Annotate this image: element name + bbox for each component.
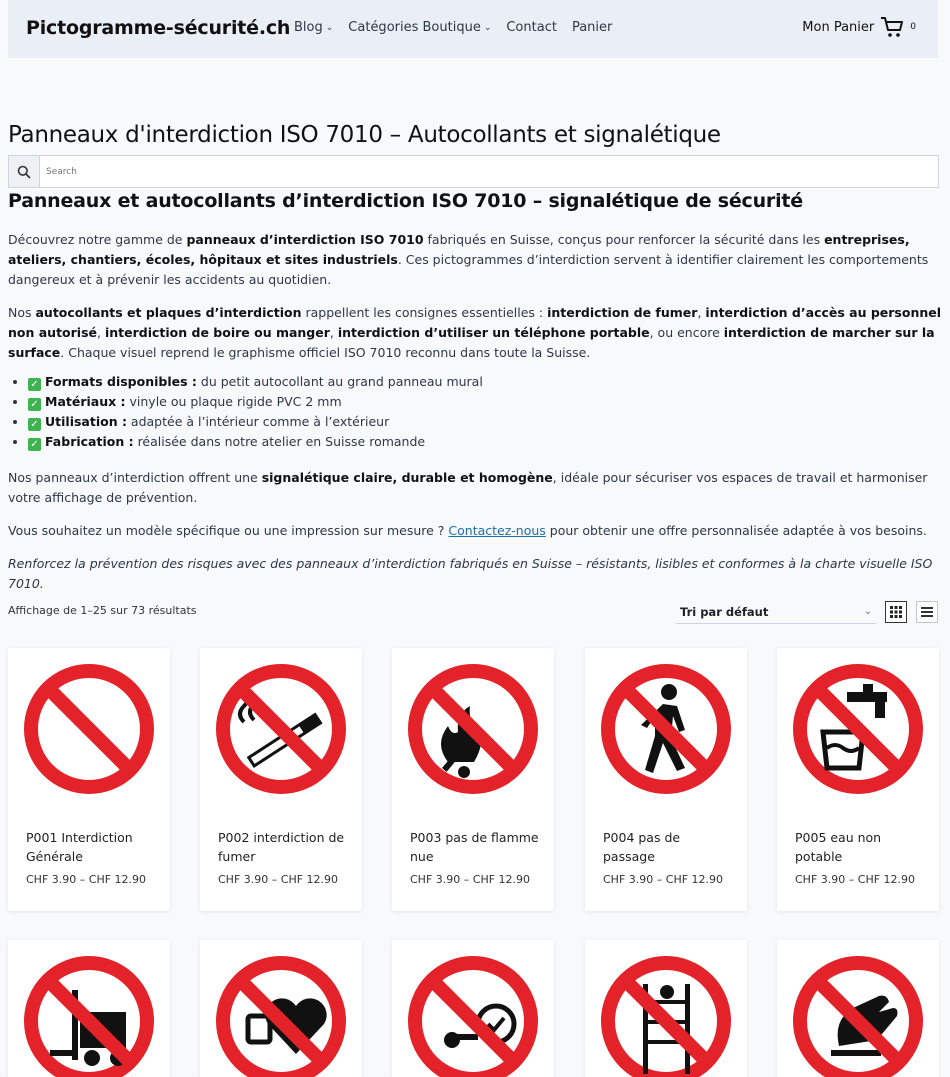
search-button[interactable]: [9, 156, 40, 187]
search-input[interactable]: [40, 156, 938, 187]
bullet-text: adaptée à l’intérieur comme à l’extérieur: [126, 414, 390, 429]
bullet-label: Utilisation :: [45, 414, 127, 429]
check-icon: ✓: [28, 378, 41, 391]
product-price: CHF 3.90 – CHF 12.90: [26, 873, 147, 886]
chevron-down-icon: ⌄: [325, 22, 334, 33]
general-prohibition-icon[interactable]: [22, 662, 156, 796]
product-card[interactable]: [777, 940, 939, 1077]
bold-text: interdiction d’utiliser un téléphone portable: [337, 325, 650, 340]
product-name[interactable]: P004 pas de passage: [603, 830, 681, 864]
section-title: Panneaux et autocollants d’interdiction ISO 7010 – signalétique de sécurité: [8, 190, 803, 212]
product-price: CHF 3.90 – CHF 12.90: [410, 873, 531, 886]
bold-text: interdiction de marcher sur la surface: [8, 325, 935, 360]
product-price: CHF 3.90 – CHF 12.90: [603, 873, 724, 886]
text: , idéale pour sécuriser vos espaces de travail et harmoniser votre affichage de prévention.: [8, 470, 928, 505]
no-metal-watches-icon[interactable]: [406, 954, 540, 1077]
product-card[interactable]: [200, 940, 362, 1077]
bold-text: interdiction de boire ou manger: [104, 325, 330, 340]
product-name[interactable]: P005 eau non potable: [795, 830, 882, 864]
product-card[interactable]: [8, 648, 170, 911]
main-nav: [294, 20, 612, 35]
bold-text: autocollants et plaques d’interdiction: [35, 305, 302, 320]
chevron-down-icon: ⌄: [483, 22, 492, 33]
list-view-button[interactable]: [916, 601, 938, 623]
nav-item-blog[interactable]: [294, 20, 333, 35]
search-bar: [8, 155, 939, 188]
not-drinking-water-icon[interactable]: [791, 662, 925, 796]
features-list: [28, 372, 943, 452]
product-price: CHF 3.90 – CHF 12.90: [218, 873, 339, 886]
text: , ou encore: [649, 325, 724, 340]
text: pour obtenir une offre personnalisée adaptée à vos besoins.: [545, 523, 927, 538]
text: ,: [97, 325, 105, 340]
product-card[interactable]: [8, 940, 170, 1077]
product-card[interactable]: [200, 648, 362, 911]
text: ,: [329, 325, 338, 340]
bold-text: panneaux d’interdiction ISO 7010: [186, 232, 424, 247]
text: Nos panneaux d’interdiction offrent une: [8, 470, 262, 485]
page-title: Panneaux d'interdiction ISO 7010 – Autocollants et signalétique: [8, 122, 721, 148]
site-header: [8, 0, 938, 58]
chevron-down-icon: ⌄: [863, 606, 872, 617]
text: . Ces pictogrammes d’interdiction servent à identifier clairement les comportements dangereux et à prévenir les accidents au quotidien.: [8, 252, 929, 287]
nav-item-categories[interactable]: [348, 20, 491, 35]
intro-paragraph-5: Renforcez la prévention des risques avec des panneaux d’interdiction fabriqués en Suisse – résistants, lisibles et conformes à la charte visuelle ISO 7010.: [8, 556, 933, 591]
cart-label: Mon Panier: [802, 19, 875, 35]
bullet-label: Formats disponibles :: [45, 374, 197, 389]
bold-text: signalétique claire, durable et homogène: [261, 470, 553, 485]
sort-select[interactable]: [676, 600, 876, 624]
product-name[interactable]: P003 pas de flamme nue: [410, 830, 539, 864]
text: fabriqués en Suisse, conçus pour renforcer la sécurité dans les: [423, 232, 825, 247]
text: ,: [697, 305, 706, 320]
product-card[interactable]: [585, 648, 747, 911]
text: rappellent les consignes essentielles :: [301, 305, 548, 320]
no-pedestrians-icon[interactable]: [599, 662, 733, 796]
product-card[interactable]: [392, 648, 554, 911]
bullet-label: Matériaux :: [45, 394, 126, 409]
nav-label: Catégories Boutique: [348, 20, 481, 35]
header-cart[interactable]: [802, 16, 916, 38]
grid-view-button[interactable]: [885, 601, 907, 623]
bold-text: interdiction de fumer: [547, 305, 698, 320]
category-description: [8, 230, 943, 607]
contact-link[interactable]: Contactez-nous: [448, 523, 546, 538]
cart-icon: [880, 16, 904, 38]
no-touching-icon[interactable]: [791, 954, 925, 1077]
list-item: [28, 392, 943, 412]
bullet-label: Fabrication :: [45, 434, 134, 449]
result-count: Affichage de 1–25 sur 73 résultats: [8, 604, 197, 617]
bullet-text: réalisée dans notre atelier en Suisse romande: [133, 434, 426, 449]
product-price: CHF 3.90 – CHF 12.90: [795, 873, 916, 886]
no-climbing-icon[interactable]: [599, 954, 733, 1077]
bullet-text: du petit autocollant au grand panneau mural: [196, 374, 483, 389]
product-card[interactable]: [585, 940, 747, 1077]
check-icon: ✓: [28, 398, 41, 411]
intro-paragraph-3: [8, 468, 943, 508]
bold-text: interdiction d’accès au personnel non autorisé: [8, 305, 942, 340]
text: Nos: [8, 305, 36, 320]
bold-text: entreprises, ateliers, chantiers, écoles, hôpitaux et sites industriels: [8, 232, 910, 267]
check-icon: ✓: [28, 438, 41, 451]
no-open-flame-icon[interactable]: [406, 662, 540, 796]
text: Découvrez notre gamme de: [8, 232, 187, 247]
intro-paragraph-1: [8, 230, 943, 290]
bullet-text: vinyle ou plaque rigide PVC 2 mm: [125, 394, 342, 409]
product-card[interactable]: [392, 940, 554, 1077]
no-forklift-icon[interactable]: [22, 954, 156, 1077]
list-item: [28, 432, 943, 452]
grid-icon: [890, 606, 902, 618]
nav-item-contact[interactable]: Contact: [506, 20, 557, 35]
nav-item-cart[interactable]: Panier: [571, 20, 613, 35]
nav-label: Blog: [294, 20, 323, 35]
intro-paragraph-2: [8, 303, 943, 363]
search-icon: [17, 165, 31, 179]
list-icon: [921, 607, 933, 617]
no-smoking-icon[interactable]: [214, 662, 348, 796]
list-item: [28, 412, 943, 432]
cart-count: 0: [910, 22, 916, 32]
sort-selected-value: Tri par défaut: [680, 604, 769, 619]
product-name[interactable]: P002 interdiction de fumer: [218, 830, 345, 864]
intro-paragraph-4: [8, 521, 943, 541]
product-card[interactable]: [777, 648, 939, 911]
site-logo[interactable]: Pictogramme-sécurité.ch: [26, 17, 291, 39]
text: Vous souhaitez un modèle spécifique ou une impression sur mesure ?: [8, 523, 449, 538]
list-item: [28, 372, 943, 392]
no-pacemaker-icon[interactable]: [214, 954, 348, 1077]
text: . Chaque visuel reprend le graphisme officiel ISO 7010 reconnu dans toute la Suisse.: [60, 345, 591, 360]
product-name[interactable]: P001 Interdiction Générale: [26, 830, 133, 864]
check-icon: ✓: [28, 418, 41, 431]
